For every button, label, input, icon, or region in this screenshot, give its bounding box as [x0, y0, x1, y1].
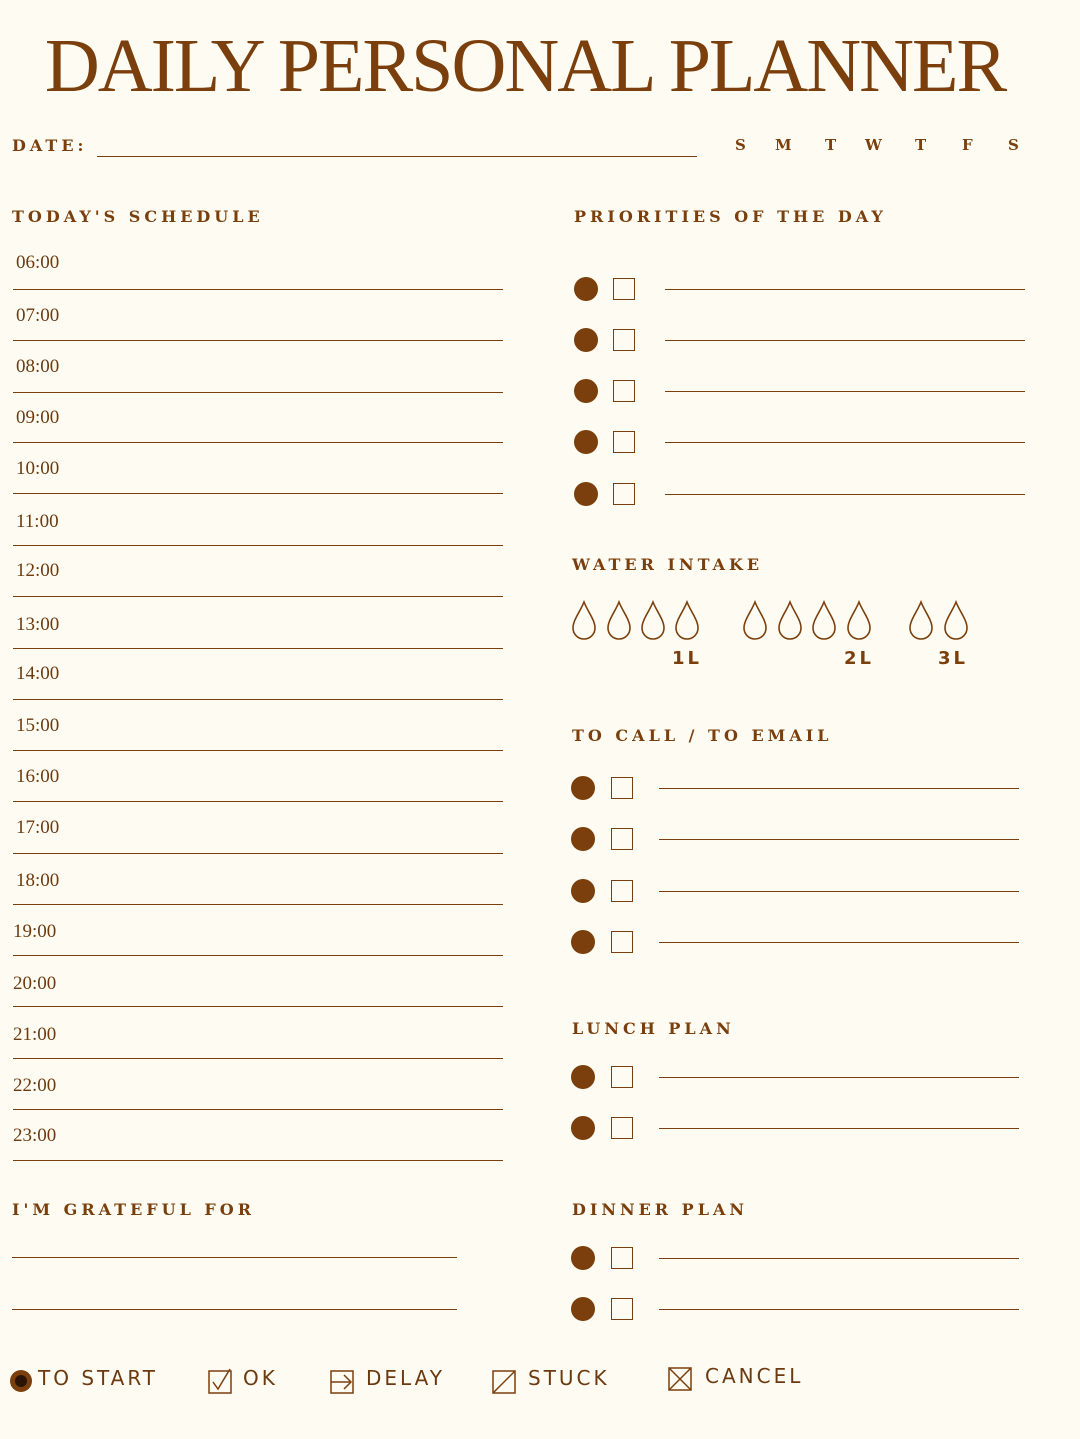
lunch-checkbox[interactable] — [611, 1117, 633, 1139]
lunch-entry-line[interactable] — [659, 1128, 1019, 1129]
schedule-slot-line[interactable] — [13, 289, 503, 290]
call-checkbox[interactable] — [611, 777, 633, 799]
schedule-slot-line[interactable] — [13, 340, 503, 341]
dinner-entry-line[interactable] — [659, 1258, 1019, 1259]
lunch-heading: LUNCH PLAN — [572, 1019, 735, 1038]
lunch-checkbox[interactable] — [611, 1066, 633, 1088]
priority-checkbox[interactable] — [613, 483, 635, 505]
schedule-slot-line[interactable] — [13, 1160, 503, 1161]
water-drop-icon[interactable] — [777, 600, 803, 644]
ok-icon — [208, 1368, 234, 1398]
priorities-heading: PRIORITIES OF THE DAY — [574, 207, 887, 226]
priority-entry-line[interactable] — [665, 391, 1025, 392]
schedule-time: 22:00 — [13, 1075, 57, 1096]
water-label-1l: 1L — [672, 648, 702, 669]
weekday-5[interactable]: F — [962, 136, 973, 154]
calls-heading: TO CALL / TO EMAIL — [572, 726, 833, 745]
priority-checkbox[interactable] — [613, 278, 635, 300]
lunch-bullet — [571, 1065, 595, 1089]
schedule-time: 11:00 — [16, 511, 59, 532]
schedule-time: 13:00 — [16, 614, 60, 635]
schedule-slot-line[interactable] — [13, 596, 503, 597]
dinner-checkbox[interactable] — [611, 1298, 633, 1320]
weekday-4[interactable]: T — [915, 136, 927, 154]
cancel-icon — [668, 1366, 694, 1396]
legend-to-start: TO START — [38, 1366, 159, 1390]
schedule-slot-line[interactable] — [13, 442, 503, 443]
priority-checkbox[interactable] — [613, 329, 635, 351]
priority-checkbox[interactable] — [613, 380, 635, 402]
legend-stuck: STUCK — [528, 1366, 610, 1390]
call-checkbox[interactable] — [611, 931, 633, 953]
schedule-time: 12:00 — [16, 560, 60, 581]
call-entry-line[interactable] — [659, 891, 1019, 892]
water-drop-icon[interactable] — [640, 600, 666, 644]
weekday-1[interactable]: M — [775, 136, 792, 154]
stuck-icon — [492, 1368, 518, 1398]
schedule-time: 08:00 — [16, 356, 60, 377]
weekday-2[interactable]: T — [825, 136, 837, 154]
schedule-time: 09:00 — [16, 407, 60, 428]
schedule-slot-line[interactable] — [13, 750, 503, 751]
schedule-time: 21:00 — [13, 1024, 57, 1045]
weekday-6[interactable]: S — [1008, 136, 1019, 154]
schedule-time: 14:00 — [16, 663, 60, 684]
dinner-heading: DINNER PLAN — [572, 1200, 748, 1219]
weekday-0[interactable]: S — [735, 136, 746, 154]
priority-bullet — [574, 430, 598, 454]
schedule-time: 10:00 — [16, 458, 60, 479]
grateful-line-2[interactable] — [12, 1309, 457, 1310]
date-label: DATE: — [12, 136, 88, 155]
schedule-slot-line[interactable] — [13, 853, 503, 854]
schedule-time: 23:00 — [13, 1125, 57, 1146]
priority-bullet — [574, 379, 598, 403]
schedule-slot-line[interactable] — [13, 955, 503, 956]
schedule-slot-line[interactable] — [13, 392, 503, 393]
dinner-entry-line[interactable] — [659, 1309, 1019, 1310]
schedule-slot-line[interactable] — [13, 648, 503, 649]
priority-checkbox[interactable] — [613, 431, 635, 453]
schedule-slot-line[interactable] — [13, 545, 503, 546]
priority-entry-line[interactable] — [665, 442, 1025, 443]
lunch-bullet — [571, 1116, 595, 1140]
grateful-heading: I'M GRATEFUL FOR — [12, 1200, 255, 1219]
grateful-line-1[interactable] — [12, 1257, 457, 1258]
schedule-slot-line[interactable] — [13, 699, 503, 700]
schedule-time: 16:00 — [16, 766, 60, 787]
to-start-icon — [9, 1369, 33, 1397]
date-field[interactable] — [97, 156, 697, 157]
weekday-3[interactable]: W — [865, 136, 882, 154]
call-entry-line[interactable] — [659, 788, 1019, 789]
legend-ok: OK — [243, 1366, 278, 1390]
dinner-checkbox[interactable] — [611, 1247, 633, 1269]
priority-entry-line[interactable] — [665, 289, 1025, 290]
call-bullet — [571, 827, 595, 851]
priority-entry-line[interactable] — [665, 340, 1025, 341]
legend-cancel: CANCEL — [705, 1364, 804, 1388]
schedule-slot-line[interactable] — [13, 904, 503, 905]
water-label-2l: 2L — [844, 648, 874, 669]
schedule-heading: TODAY'S SCHEDULE — [12, 207, 264, 226]
schedule-time: 18:00 — [16, 870, 60, 891]
water-drop-icon[interactable] — [571, 600, 597, 644]
schedule-slot-line[interactable] — [13, 1058, 503, 1059]
priority-entry-line[interactable] — [665, 494, 1025, 495]
call-checkbox[interactable] — [611, 880, 633, 902]
schedule-time: 07:00 — [16, 305, 60, 326]
water-heading: WATER INTAKE — [572, 555, 764, 574]
dinner-bullet — [571, 1297, 595, 1321]
call-bullet — [571, 930, 595, 954]
schedule-time: 17:00 — [16, 817, 60, 838]
schedule-time: 19:00 — [13, 921, 57, 942]
water-drop-icon[interactable] — [846, 600, 872, 644]
priority-bullet — [574, 328, 598, 352]
schedule-time: 15:00 — [16, 715, 60, 736]
priority-bullet — [574, 277, 598, 301]
call-entry-line[interactable] — [659, 942, 1019, 943]
water-drop-icon[interactable] — [943, 600, 969, 644]
water-label-3l: 3L — [938, 648, 968, 669]
lunch-entry-line[interactable] — [659, 1077, 1019, 1078]
call-bullet — [571, 776, 595, 800]
page-title: DAILY PERSONAL PLANNER — [44, 24, 1006, 108]
delay-icon — [330, 1368, 356, 1398]
schedule-slot-line[interactable] — [13, 1109, 503, 1110]
schedule-slot-line[interactable] — [13, 493, 503, 494]
water-drop-icon[interactable] — [811, 600, 837, 644]
water-drop-icon[interactable] — [674, 600, 700, 644]
water-drop-icon[interactable] — [908, 600, 934, 644]
call-entry-line[interactable] — [659, 839, 1019, 840]
call-checkbox[interactable] — [611, 828, 633, 850]
schedule-time: 06:00 — [16, 252, 60, 273]
priority-bullet — [574, 482, 598, 506]
call-bullet — [571, 879, 595, 903]
schedule-slot-line[interactable] — [13, 801, 503, 802]
legend-delay: DELAY — [366, 1366, 445, 1390]
water-drop-icon[interactable] — [742, 600, 768, 644]
schedule-time: 20:00 — [13, 973, 57, 994]
dinner-bullet — [571, 1246, 595, 1270]
water-drop-icon[interactable] — [606, 600, 632, 644]
schedule-slot-line[interactable] — [13, 1006, 503, 1007]
